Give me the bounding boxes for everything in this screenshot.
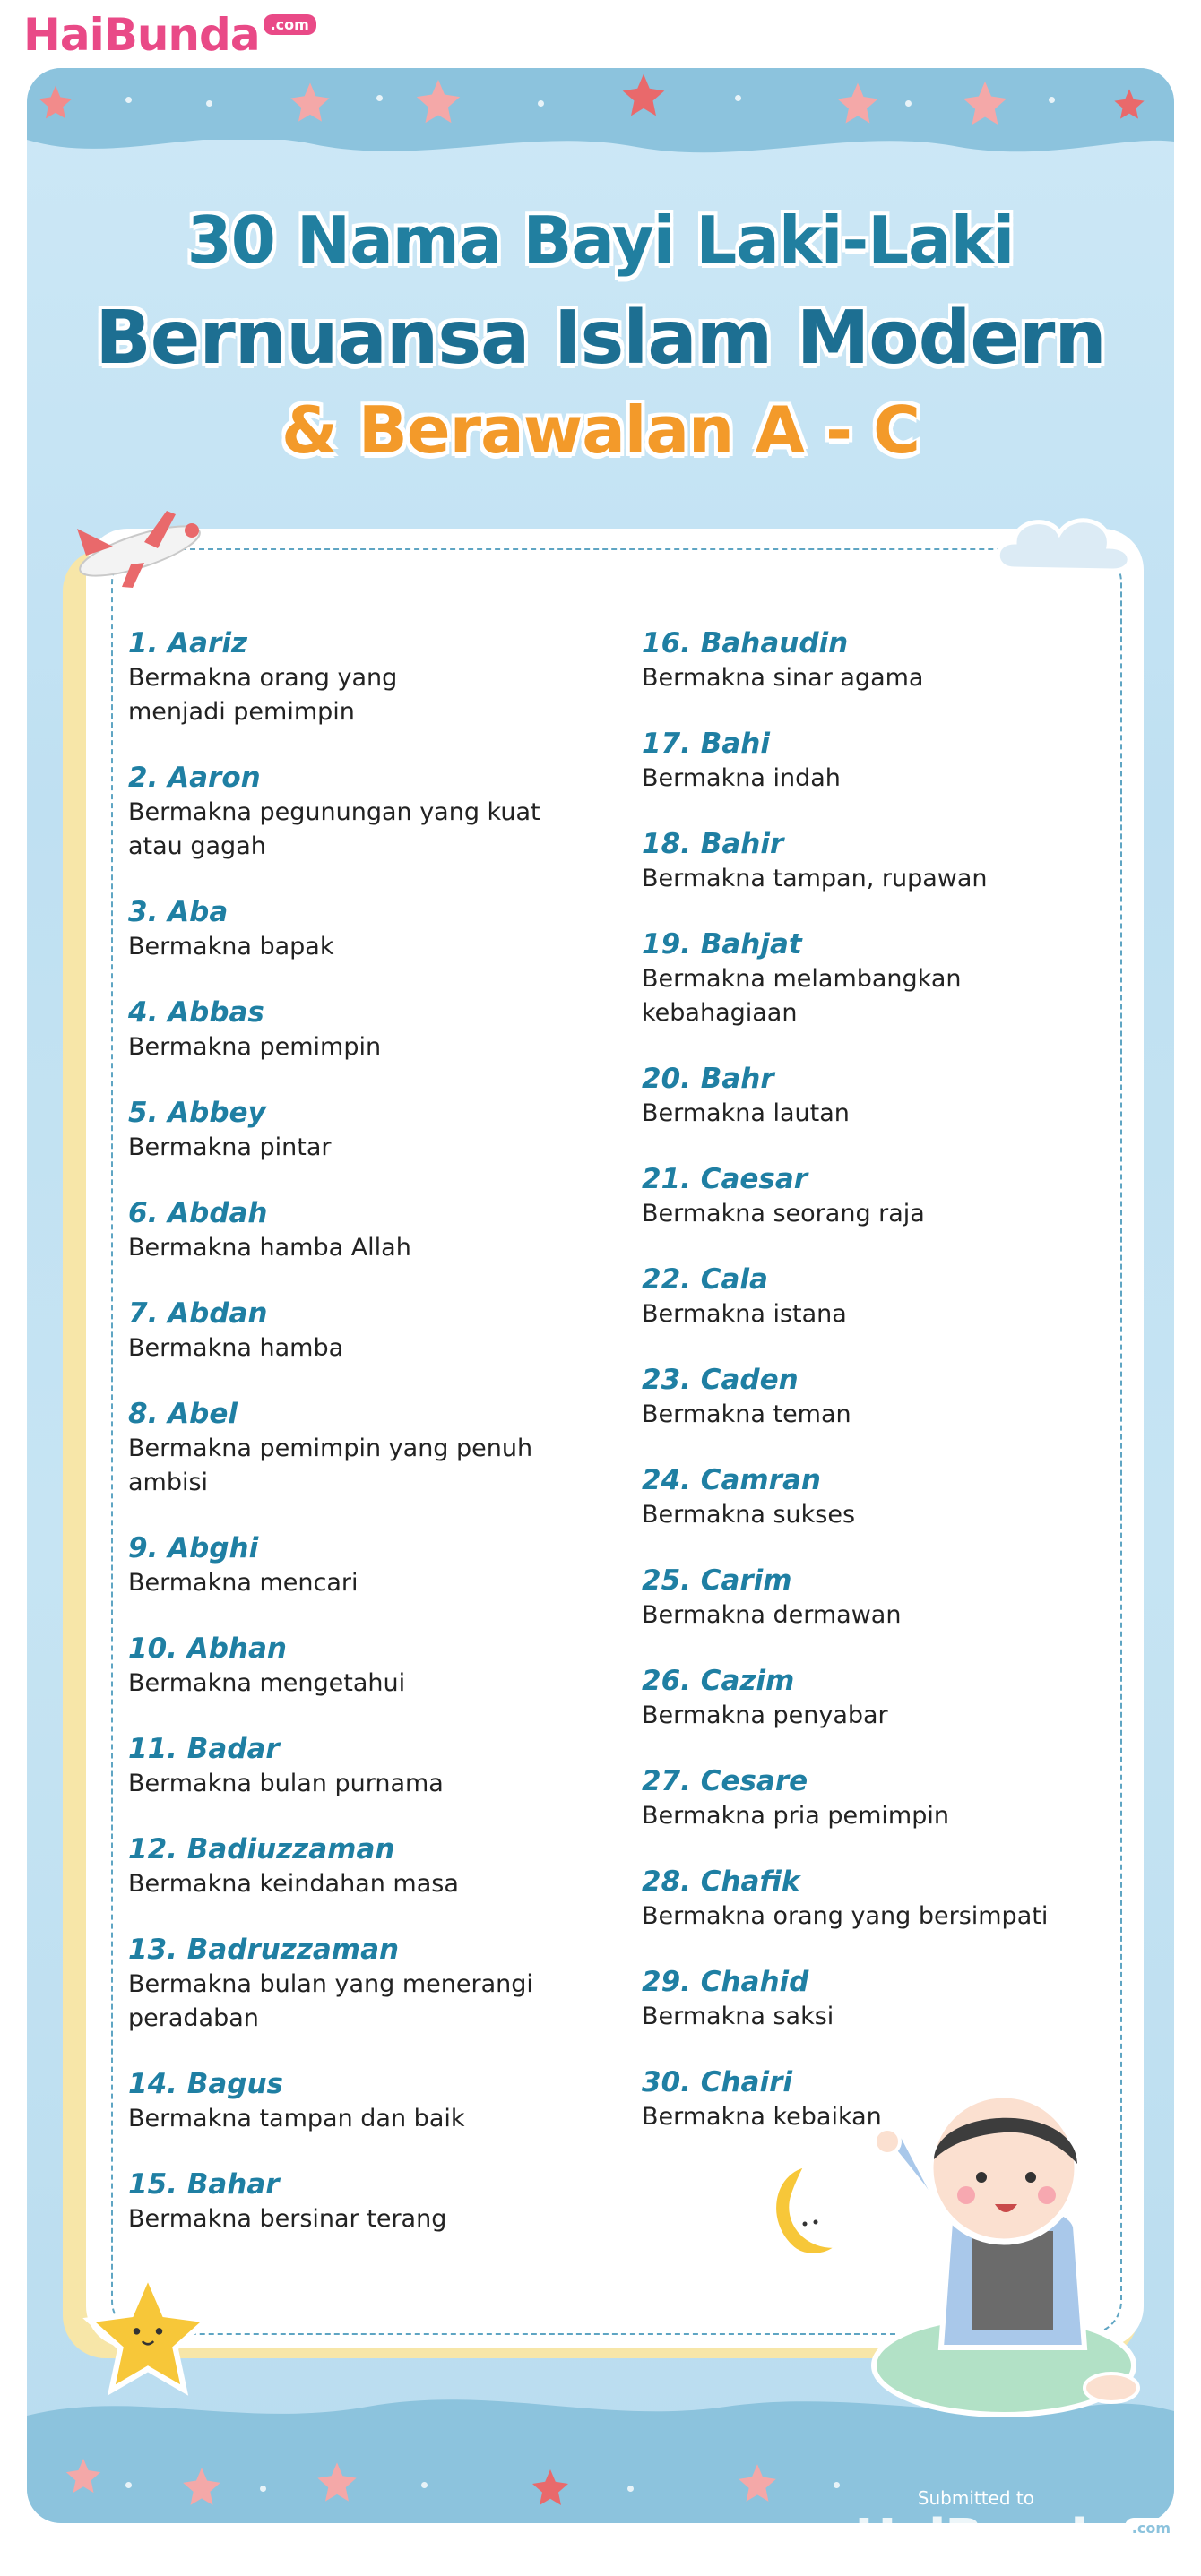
footer-logo: HaiBunda xyxy=(854,2509,1120,2567)
name-entry xyxy=(642,1663,1126,1733)
name-entry xyxy=(128,625,612,729)
name-title: 21. Caesar xyxy=(642,1163,808,1195)
name-meaning: Bermakna hamba Allah xyxy=(128,1234,411,1262)
name-meaning: Bermakna dermawan xyxy=(642,1601,902,1629)
name-title: 10. Abhan xyxy=(128,1633,287,1665)
name-title: 9. Abghi xyxy=(128,1532,259,1564)
name-meaning: menjadi pemimpin xyxy=(128,698,355,726)
name-entry xyxy=(642,1161,1126,1231)
name-title: 2. Aaron xyxy=(128,762,261,794)
name-entry xyxy=(128,760,612,864)
name-meaning: atau gagah xyxy=(128,832,266,860)
names-column-left xyxy=(128,625,612,2267)
decor-dot xyxy=(125,97,132,103)
name-entry xyxy=(642,1563,1126,1633)
name-entry xyxy=(128,2167,612,2236)
name-meaning: Bermakna seorang raja xyxy=(642,1200,925,1228)
name-entry xyxy=(128,1095,612,1165)
footer-submitted: Submitted to xyxy=(917,2487,1034,2509)
name-meaning: Bermakna pegunungan yang kuat xyxy=(128,798,540,826)
decor-dot xyxy=(125,2482,132,2488)
name-meaning: peradaban xyxy=(128,2004,259,2032)
name-meaning: Bermakna kebaikan xyxy=(642,2103,882,2131)
name-entry xyxy=(642,1061,1126,1131)
names-column-right xyxy=(642,625,1126,2165)
name-meaning: Bermakna sinar agama xyxy=(642,664,924,692)
name-title: 25. Carim xyxy=(642,1564,792,1597)
name-title: 20. Bahr xyxy=(642,1063,774,1095)
star-icon xyxy=(1111,86,1147,122)
star-icon xyxy=(179,2464,224,2509)
name-entry xyxy=(642,726,1126,796)
moon-icon xyxy=(753,2159,842,2267)
name-entry xyxy=(128,1631,612,1701)
decor-dot xyxy=(376,95,383,101)
name-entry xyxy=(642,1462,1126,1532)
name-entry xyxy=(642,926,1126,1030)
star-icon xyxy=(412,75,464,127)
name-entry xyxy=(128,1831,612,1901)
airplane-icon xyxy=(59,502,212,591)
star-icon xyxy=(36,82,75,122)
name-entry xyxy=(128,894,612,964)
name-title: 1. Aariz xyxy=(128,627,248,659)
title-line-3: & Berawalan A - C xyxy=(281,392,920,468)
name-meaning: ambisi xyxy=(128,1469,209,1496)
star-icon xyxy=(529,2466,572,2509)
name-title: 3. Aba xyxy=(128,896,229,928)
name-meaning: Bermakna pria pemimpin xyxy=(642,1802,949,1830)
star-icon xyxy=(959,77,1011,129)
name-entry xyxy=(128,1530,612,1600)
name-meaning: Bermakna bersinar terang xyxy=(128,2205,447,2233)
name-title: 22. Cala xyxy=(642,1263,768,1296)
name-meaning: Bermakna tampan dan baik xyxy=(128,2105,465,2132)
footer-com: .com xyxy=(1125,2518,1178,2538)
name-entry xyxy=(128,1731,612,1801)
name-title: 11. Badar xyxy=(128,1733,280,1765)
name-entry xyxy=(642,1964,1126,2034)
name-meaning: Bermakna pemimpin xyxy=(128,1033,382,1061)
decor-dot xyxy=(1049,97,1055,103)
decor-dot xyxy=(206,100,212,107)
boy-illustration xyxy=(851,2079,1147,2419)
name-meaning: Bermakna sukses xyxy=(642,1501,856,1529)
name-entry xyxy=(128,1396,612,1500)
name-title: 23. Caden xyxy=(642,1364,799,1396)
name-entry xyxy=(128,1932,612,2036)
name-meaning: Bermakna mengetahui xyxy=(128,1669,406,1697)
decor-dot xyxy=(260,2486,266,2492)
name-meaning: Bermakna bapak xyxy=(128,933,334,961)
brand-name: HaiBunda xyxy=(23,9,260,61)
name-entry xyxy=(128,1296,612,1366)
name-entry xyxy=(128,2066,612,2136)
star-icon xyxy=(834,79,882,127)
name-title: 26. Cazim xyxy=(642,1665,795,1697)
decor-dot xyxy=(905,100,912,107)
name-meaning: Bermakna mencari xyxy=(128,1569,359,1597)
name-title: 7. Abdan xyxy=(128,1297,268,1330)
name-entry xyxy=(642,1864,1126,1934)
name-entry xyxy=(642,625,1126,695)
decor-dot xyxy=(735,95,741,101)
decor-dot xyxy=(421,2482,428,2488)
name-meaning: Bermakna bulan purnama xyxy=(128,1770,444,1797)
star-character-icon xyxy=(81,2267,215,2401)
name-meaning: Bermakna bulan yang menerangi xyxy=(128,1970,533,1998)
decor-dot xyxy=(834,2482,840,2488)
name-title: 15. Bahar xyxy=(128,2168,280,2201)
star-icon xyxy=(735,2460,780,2505)
name-meaning: Bermakna indah xyxy=(642,764,841,792)
title-line-1: 30 Nama Bayi Laki-Laki xyxy=(186,202,1015,278)
name-title: 13. Badruzzaman xyxy=(128,1934,400,1966)
name-meaning: Bermakna orang yang bersimpati xyxy=(642,1902,1049,1930)
name-meaning: Bermakna istana xyxy=(642,1300,847,1328)
name-meaning: Bermakna lautan xyxy=(642,1099,850,1127)
name-entry xyxy=(642,1763,1126,1833)
star-icon xyxy=(63,2455,104,2496)
name-meaning: Bermakna teman xyxy=(642,1400,851,1428)
name-title: 27. Cesare xyxy=(642,1765,808,1797)
footer-watermark xyxy=(855,2487,1178,2567)
name-entry xyxy=(642,1262,1126,1331)
name-meaning: Bermakna saksi xyxy=(642,2003,834,2030)
name-title: 30. Chairi xyxy=(642,2066,792,2098)
star-icon xyxy=(314,2459,360,2505)
star-icon xyxy=(618,70,669,120)
decor-dot xyxy=(627,2486,634,2492)
name-title: 29. Chahid xyxy=(642,1966,809,1998)
name-entry xyxy=(642,1362,1126,1432)
name-meaning: Bermakna keindahan masa xyxy=(128,1870,459,1898)
name-title: 5. Abbey xyxy=(128,1097,266,1129)
name-entry xyxy=(128,1195,612,1265)
decor-dot xyxy=(538,100,544,107)
name-meaning: Bermakna tampan, rupawan xyxy=(642,865,988,892)
name-meaning: Bermakna orang yang xyxy=(128,664,398,692)
name-title: 8. Abel xyxy=(128,1398,238,1430)
name-entry xyxy=(128,995,612,1064)
name-title: 12. Badiuzzaman xyxy=(128,1833,395,1865)
name-meaning: Bermakna melambangkan xyxy=(642,965,962,993)
name-title: 14. Bagus xyxy=(128,2068,283,2100)
name-meaning: kebahagiaan xyxy=(642,999,798,1027)
title-line-2: Bernuansa Islam Modern xyxy=(95,296,1106,381)
brand-logo xyxy=(23,9,316,63)
name-title: 6. Abdah xyxy=(128,1197,268,1229)
name-entry xyxy=(642,826,1126,896)
name-title: 28. Chafik xyxy=(642,1865,800,1898)
brand-com: .com xyxy=(264,14,316,35)
cloud-icon xyxy=(988,497,1140,587)
name-title: 18. Bahir xyxy=(642,828,784,860)
name-title: 24. Camran xyxy=(642,1464,821,1496)
star-icon xyxy=(287,79,333,125)
name-title: 4. Abbas xyxy=(128,996,264,1029)
name-title: 17. Bahi xyxy=(642,728,770,760)
name-meaning: Bermakna hamba xyxy=(128,1334,344,1362)
name-meaning: Bermakna pemimpin yang penuh xyxy=(128,1434,533,1462)
name-title: 19. Bahjat xyxy=(642,928,802,961)
name-title: 16. Bahaudin xyxy=(642,627,849,659)
name-meaning: Bermakna pintar xyxy=(128,1133,332,1161)
name-meaning: Bermakna penyabar xyxy=(642,1702,888,1729)
top-wave xyxy=(27,122,1174,176)
